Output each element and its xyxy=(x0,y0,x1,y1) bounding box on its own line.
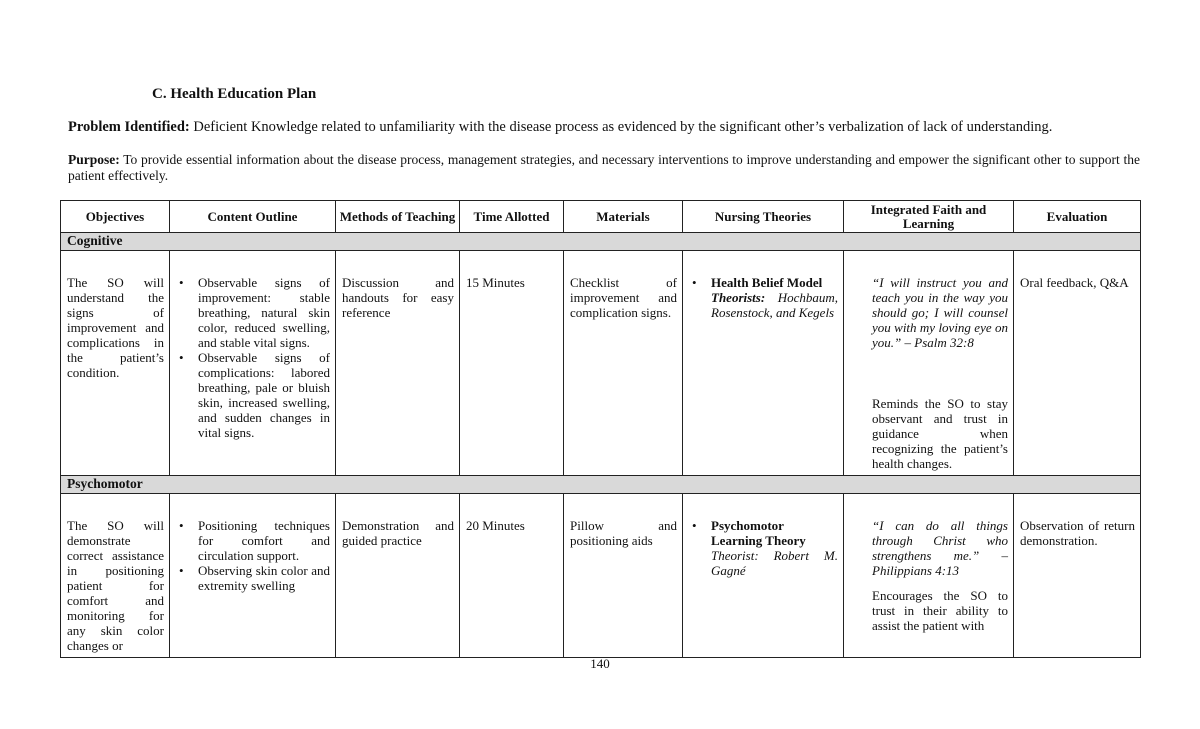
faith-cell xyxy=(844,251,1013,475)
faith-quote: “I will instruct you and teach you in the way you should go; I will counsel you with my loving eye on you.” – Psalm 32:8 xyxy=(872,275,1008,350)
health-education-table xyxy=(60,200,1141,658)
theory-cell xyxy=(683,494,843,582)
table-header-row xyxy=(61,201,1141,233)
theory-people: Hochbaum, Rosenstock, and Kegels xyxy=(711,290,838,320)
table-row xyxy=(61,251,1141,476)
header-faith: Integrated Faith and Learning xyxy=(844,201,1014,233)
evaluation-cell: Oral feedback, Q&A xyxy=(1020,275,1129,290)
theory-name: • Psychomotor Learning Theory xyxy=(711,518,806,548)
time-cell: 15 Minutes xyxy=(466,275,525,290)
content-bullet: • Observable signs of complications: labored breathing, pale or bluish skin, increased swelling, and sudden changes in vital signs. xyxy=(198,350,330,440)
content-bullet: • Observing skin color and extremity swelling xyxy=(198,563,330,593)
time-cell: 20 Minutes xyxy=(466,518,525,533)
content-cell xyxy=(170,494,335,597)
table-row xyxy=(61,494,1141,658)
method-cell: Discussion and handouts for easy reference xyxy=(342,275,454,320)
content-cell xyxy=(170,251,335,444)
materials-cell: Checklist of improvement and complication signs. xyxy=(570,275,677,320)
faith-text: Reminds the SO to stay observant and trust in guidance when recognizing the patient’s health changes. xyxy=(872,396,1008,471)
header-nursing-theories: Nursing Theories xyxy=(683,201,844,233)
header-evaluation: Evaluation xyxy=(1014,201,1141,233)
theory-cell xyxy=(683,251,843,324)
header-objectives: Objectives xyxy=(61,201,170,233)
section-label: Psychomotor xyxy=(61,476,1141,494)
theory-label: Theorists: xyxy=(711,290,766,305)
purpose-text: To provide essential information about the disease process, management strategies, and necessary interventions to improve understanding and empower the significant other to support the patient effectively. xyxy=(68,152,1140,183)
faith-quote: “I can do all things through Christ who strengthens me.” – Philippians 4:13 xyxy=(872,518,1008,578)
problem-label: Problem Identified: xyxy=(68,119,190,135)
problem-text: Deficient Knowledge related to unfamiliarity with the disease process as evidenced by the significant other’s verbalization of lack of understanding. xyxy=(189,119,1053,135)
materials-cell: Pillow and positioning aids xyxy=(570,518,677,548)
section-row-psychomotor xyxy=(61,476,1141,494)
theory-name: • Health Belief Model xyxy=(711,275,823,290)
faith-cell xyxy=(844,494,1013,637)
section-row-cognitive xyxy=(61,233,1141,251)
header-time: Time Allotted xyxy=(460,201,564,233)
purpose xyxy=(68,152,1140,184)
section-heading: C. Health Education Plan xyxy=(152,86,317,102)
objective-cell: The SO will understand the signs of improvement and complications in the patient’s condition. xyxy=(67,275,164,380)
header-materials: Materials xyxy=(564,201,683,233)
faith-text: Encourages the SO to trust in their ability to assist the patient with xyxy=(872,588,1008,633)
page-number: 140 xyxy=(590,656,610,671)
content-bullet: • Positioning techniques for comfort and circulation support. xyxy=(198,518,330,563)
content-bullet: • Observable signs of improvement: stable breathing, natural skin color, reduced swelling, and stable vital signs. xyxy=(198,275,330,350)
method-cell: Demonstration and guided practice xyxy=(342,518,454,548)
purpose-label: Purpose: xyxy=(68,152,120,167)
problem-identified xyxy=(68,119,1143,136)
section-label: Cognitive xyxy=(61,233,1141,251)
theory-people: Theorist: Robert M. Gagné xyxy=(711,548,838,578)
objective-cell: The SO will demonstrate correct assistance in positioning patient for comfort and monitoring for any skin color changes or xyxy=(67,518,164,653)
header-content-outline: Content Outline xyxy=(170,201,336,233)
evaluation-cell: Observation of return demonstration. xyxy=(1020,518,1135,548)
header-methods: Methods of Teaching xyxy=(336,201,460,233)
